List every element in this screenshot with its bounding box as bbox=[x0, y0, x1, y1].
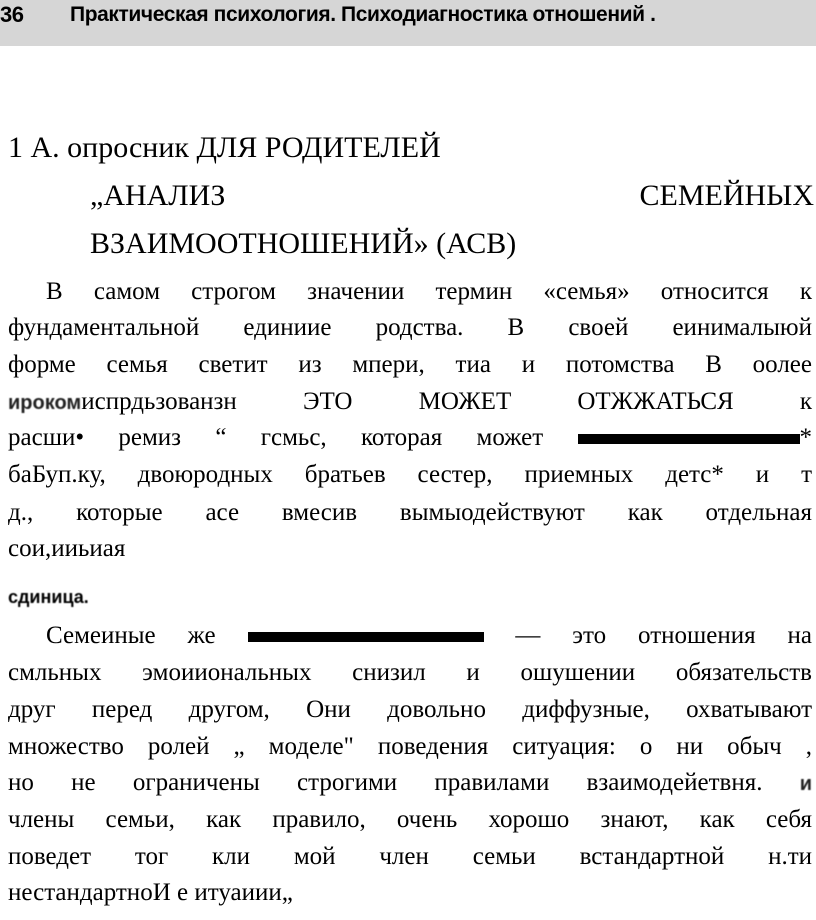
text-line: поведет тог кли мой член семьи встандартной н.ти bbox=[8, 843, 812, 870]
text-line: В самом строгом значении термин «семья» относится к bbox=[46, 278, 812, 305]
text-line: нестандартноИ е итуаиии„ bbox=[8, 879, 293, 906]
text-line: ирокомиспрдьзованзн ЭТО МОЖЕТ ОТЖЖАТЬСЯ к bbox=[8, 388, 812, 415]
text-line: Семеиные же — это отношения на bbox=[46, 622, 812, 649]
blurred-word: сдиница. bbox=[8, 587, 89, 607]
text-line: сои,ииьиая bbox=[8, 535, 126, 562]
redaction-bar bbox=[248, 632, 484, 642]
redaction-bar bbox=[578, 434, 800, 444]
text-line: форме семья светит из мпери, тиа и потомства В оолее bbox=[8, 351, 812, 378]
running-title: Практическая психология. Психодиагностика отношений . bbox=[70, 3, 656, 26]
text-line: расши• ремиз “ гсмьс, которая может * bbox=[8, 424, 812, 451]
title-line-1: 1 А. опросник ДЛЯ РОДИТЕЛЕЙ bbox=[8, 131, 441, 164]
text-line: баБуп.ку, двоюродных братьев сестер, приемных детс* и т bbox=[8, 461, 812, 488]
text-line: друг перед другом, Они довольно диффузные, охватывают bbox=[8, 696, 812, 723]
text-line: фундаментальной единиие родства. В своей еинималыюй bbox=[8, 314, 812, 341]
text-line: д., которые асе вмесив вымыодействуют как отдельная bbox=[8, 499, 812, 526]
text-line: множество ролей „ моделе" поведения ситуация: о ни обыч , bbox=[8, 733, 812, 760]
text-line bbox=[8, 578, 812, 615]
blurred-word: и bbox=[799, 773, 812, 795]
blurred-word: ироком bbox=[8, 392, 82, 414]
title-line-3: ВЗАИМООТНОШЕНИЙ» (АСВ) bbox=[90, 227, 517, 260]
title-line-2: „АНАЛИЗ СЕМЕЙНЫХ bbox=[90, 179, 814, 212]
running-header bbox=[0, 0, 816, 46]
section-title bbox=[8, 124, 814, 268]
text-line: смльных эмоииональных снизил и ошушении обязательств bbox=[8, 659, 812, 686]
text-line: но не ограничены строгими правилами взаимодейетвня. и bbox=[8, 769, 812, 796]
page-number: 36 bbox=[0, 2, 24, 27]
text-line: члены семьи, как правило, очень хорошо знают, как себя bbox=[8, 806, 812, 833]
